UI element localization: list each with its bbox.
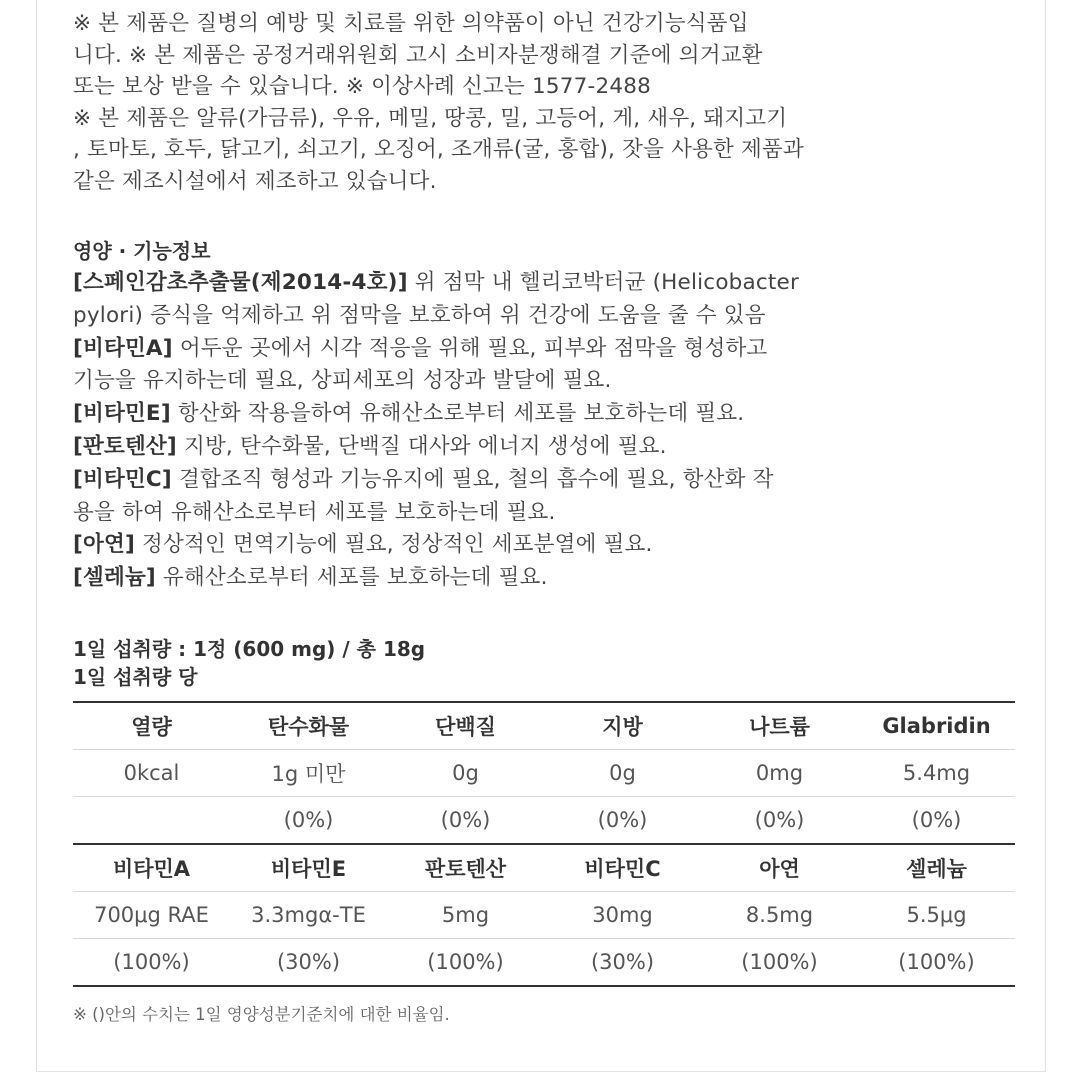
table-header-cell: 지방 [544,702,701,750]
percent-cell [73,796,230,844]
amount-cell: 30mg [544,891,701,938]
functional-line [73,365,1023,398]
page-frame [36,0,1046,1072]
amount-cell: 700μg RAE [73,891,230,938]
percent-cell: (30%) [276,949,341,974]
ingredient-description: 기능을 유지하는데 필요, 상피세포의 성장과 발달에 필요. [73,368,612,394]
percent-cell: (30%) [590,949,655,974]
functional-info-section [73,267,1023,595]
functional-line [73,529,1023,562]
notice-line: , 토마토, 호두, 닭고기, 쇠고기, 오징어, 조개류(굴, 홍합), 잣을 사용한 제품과 [73,137,804,162]
ingredient-description: 어두운 곳에서 시각 적응을 위해 필요, 피부와 점막을 형성하고 [172,335,768,361]
table-header-cell: 셀레늄 [858,845,1015,892]
ingredient-tag: [스페인감초추출물(제2014-4호)] [73,270,408,295]
table-row [73,938,1015,986]
notice-line: 또는 보상 받을 수 있습니다. ※ 이상사례 신고는 1577-2488 [73,74,651,99]
amount-cell: 0mg [701,749,858,796]
ingredient-description: pylori) 증식을 억제하고 위 점막을 보호하여 위 건강에 도움을 줄 수 있음 [73,302,766,328]
ingredient-tag: [판토텐산] [73,433,177,459]
percent-cell: (100%) [113,949,190,974]
ingredient-description: 용을 하여 유해산소로부터 세포를 보호하는데 필요. [73,499,556,525]
notice-line: 니다. ※ 본 제품은 공정거래위원회 고시 소비자분쟁해결 기준에 의거교환 [73,42,763,68]
ingredient-description: 유해산소로부터 세포를 보호하는데 필요. [155,565,548,591]
table-header-cell: 탄수화물 [230,702,387,750]
ingredient-tag: [비타민E] [73,401,171,427]
content [73,8,1023,1025]
ingredient-description: 항산화 작용을하여 유해산소로부터 세포를 보호하는데 필요. [170,401,745,427]
table-header-cell: 열량 [73,702,230,750]
percent-cell: (0%) [597,807,648,832]
table-header-row [73,702,1015,750]
table-header-cell: Glabridin [858,702,1015,750]
ingredient-tag: [셀레늄] [73,565,156,591]
functional-line [73,497,1023,530]
table-header-cell: 비타민C [544,845,701,892]
notice-line: ※ 본 제품은 알류(가금류), 우유, 메밀, 땅콩, 밀, 고등어, 게, 새우, 돼지고기 [73,105,788,131]
table-row [73,796,1015,844]
percent-cell: (0%) [440,807,491,832]
percent-cell: (100%) [741,949,818,974]
footnote: ※ ()안의 수치는 1일 영양성분기준치에 대한 비율임. [73,1004,450,1024]
percent-cell: (0%) [911,807,962,832]
notice-section [73,8,1023,197]
amount-cell: 0g [387,749,544,796]
percent-cell: (100%) [898,949,975,974]
ingredient-description: 위 점막 내 헬리코박터균 (Helicobacter [407,270,800,295]
daily-intake: 1일 섭취량 : 1정 (600 mg) / 총 18g [73,636,426,661]
ingredient-tag: [비타민A] [73,335,173,361]
functional-line [73,398,1023,431]
notice-line: ※ 본 제품은 질병의 예방 및 치료를 위한 의약품이 아닌 건강기능식품입 [73,11,749,36]
table-header-cell: 비타민A [73,845,230,892]
table-header-cell: 비타민E [230,845,387,892]
functional-line [73,300,1023,333]
notice-line: 같은 제조시설에서 제조하고 있습니다. [73,168,437,194]
functional-line [73,464,1023,497]
amount-cell: 3.3mgα-TE [230,891,387,938]
functional-line [73,267,1023,300]
ingredient-description: 지방, 탄수화물, 단백질 대사와 에너지 생성에 필요. [176,433,667,459]
table-header-row [73,845,1015,892]
table-header-cell: 판토텐산 [387,845,544,892]
ingredient-tag: [비타민C] [73,466,172,492]
percent-cell: (0%) [754,807,805,832]
table-header-cell: 단백질 [387,702,544,750]
table-header-cell: 나트륨 [701,702,858,750]
functional-info-title: 영양 · 기능정보 [73,239,211,263]
percent-cell: (0%) [283,807,334,832]
amount-cell: 0kcal [73,749,230,796]
nutrition-table [73,701,1015,987]
table-row [73,749,1015,796]
ingredient-description: 정상적인 면역기능에 필요, 정상적인 세포분열에 필요. [135,532,653,558]
functional-line [73,431,1023,464]
table-header-cell: 아연 [701,845,858,892]
amount-cell: 0g [544,749,701,796]
amount-cell: 5.4mg [858,749,1015,796]
percent-cell: (100%) [427,949,504,974]
ingredient-description: 결합조직 형성과 기능유지에 필요, 철의 흡수에 필요, 항산화 작 [171,466,774,492]
amount-cell: 8.5mg [701,891,858,938]
ingredient-tag: [아연] [73,532,135,558]
table-row [73,891,1015,938]
amount-cell: 1g 미만 [230,749,387,796]
per-daily-intake: 1일 섭취량 당 [73,664,198,689]
functional-line [73,562,1023,595]
intake-section [73,635,1023,691]
amount-cell: 5mg [387,891,544,938]
amount-cell: 5.5μg [858,891,1015,938]
functional-line [73,333,1023,366]
